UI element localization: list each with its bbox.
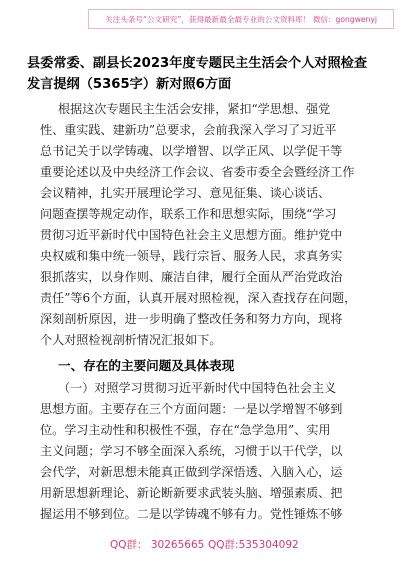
body-line: 重要论述以及中央经济工作会议、省委市委全会暨经济工作 <box>40 165 355 179</box>
body-line: 位。学习主动性和积极性不强，存在“急学急用”、实用 <box>40 423 331 437</box>
body-line: （一）对照学习贯彻习近平新时代中国特色社会主义 <box>58 381 337 395</box>
body-line: 性、重实践、建新功”总要求，会前我深入学习了习近平 <box>40 123 337 137</box>
body-line: 责任”等6个方面，认真开展对照检视，深入查找存在问题， <box>40 291 357 305</box>
body-line: 央权威和集中统一领导，践行宗旨、服务人民，求真务实 <box>40 249 343 263</box>
body-line: 会代学，对新思想未能真正做到学深悟透、入脑入心，运 <box>40 465 343 479</box>
body-line: 主义问题；学习不够全面深入系统，习惯于以干代学，以 <box>40 444 343 458</box>
body-line: 个人对照检视剖析情况汇报如下。 <box>40 333 222 347</box>
body-line: 根据这次专题民主生活会安排，紧扣“学思想、强党 <box>58 102 331 116</box>
body-line: 贯彻习近平新时代中国特色社会主义思想方面。维护党中 <box>40 228 343 242</box>
body-line: 深刻剖析原因，进一步明确了整改任务和努力方向，现将 <box>40 312 343 326</box>
body-line: 狠抓落实，以身作则、廉洁自律，履行全面从严治党政治 <box>40 270 343 284</box>
document-title-line-1: 县委常委、副县长2023年度专题民主生活会个人对照检查 <box>27 56 368 71</box>
footer-qq-group-1: QQ群： 30265665 <box>110 539 205 551</box>
body-line: 总书记关于以学铸魂、以学增智、以学正风、以学促干等 <box>40 144 343 158</box>
header-banner <box>88 9 394 29</box>
body-line: 会议精神，扎实开展理论学习、意见征集、谈心谈话、 <box>40 186 331 200</box>
body-line: 问题查摆等规定动作，联系工作和思想实际，围绕“学习 <box>40 207 337 221</box>
body-line: 用新思想新理论、新论断新要求武装头脑、增强素质、把 <box>40 486 343 500</box>
document-title-line-2: 发言提纲（5365字）新对照6方面 <box>27 77 232 92</box>
footer <box>0 537 408 559</box>
section-heading: 一、存在的主要问题及具体表现 <box>58 358 235 373</box>
banner-text: 关注头条号“公文研究”，获得最新最全最专业的公文资料库！ 微信：gongwenyj <box>105 14 377 24</box>
footer-qq-group-2: QQ群:535304092 <box>208 539 299 551</box>
body-line: 握运用不够到位。二是以学铸魂不够有力。党性锤炼不够 <box>40 507 343 521</box>
body-line: 思想方面。主要存在三个方面问题：一是以学增智不够到 <box>40 402 343 416</box>
